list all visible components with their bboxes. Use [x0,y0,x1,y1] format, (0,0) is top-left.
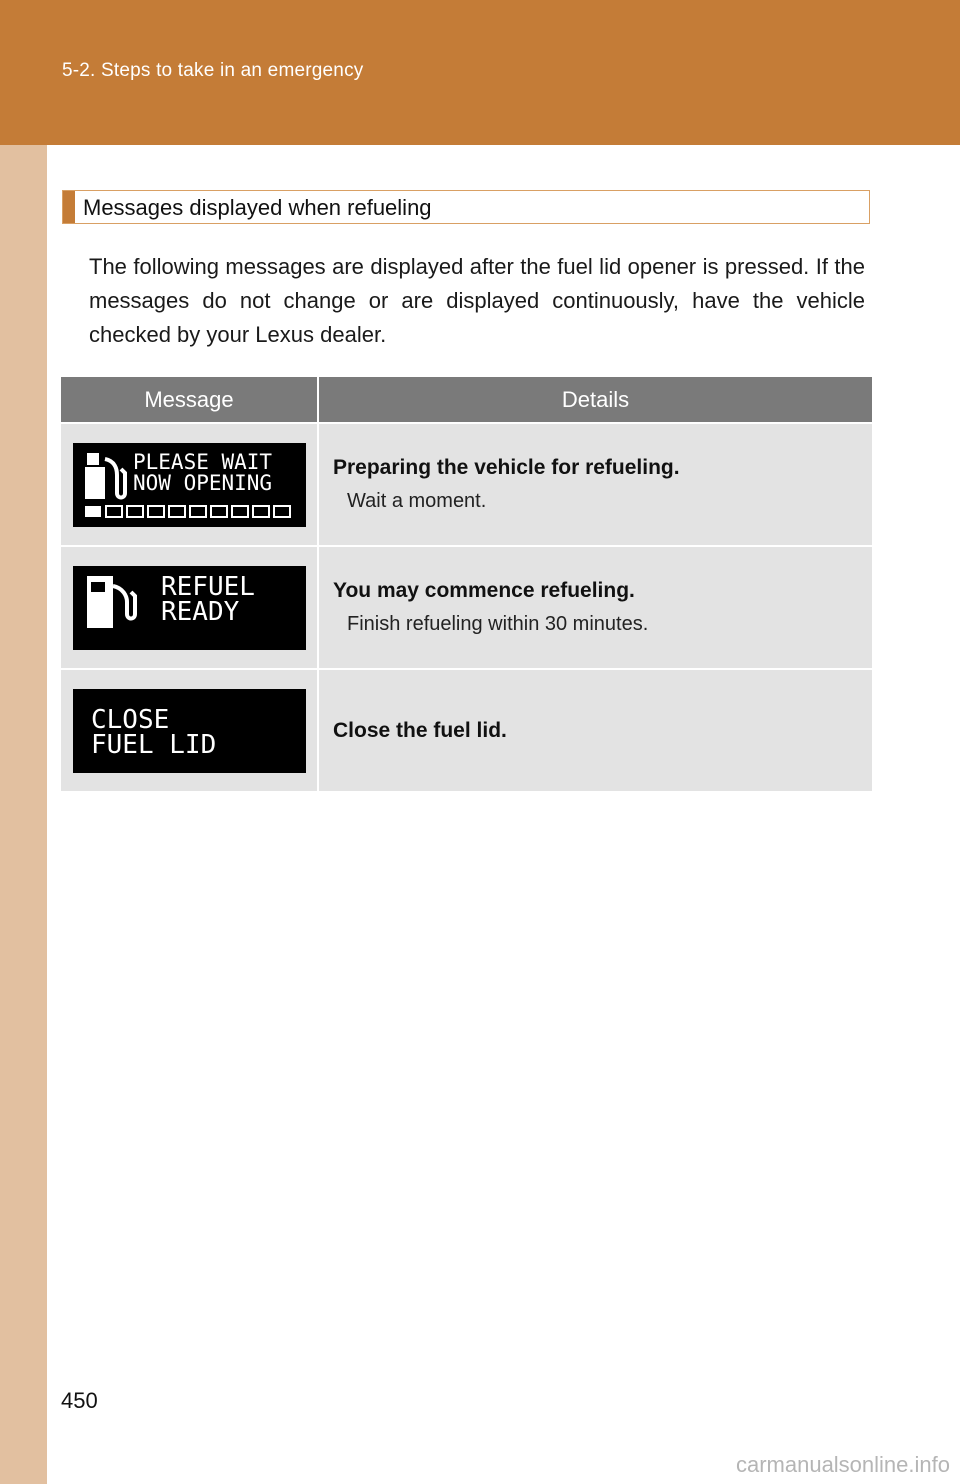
section-breadcrumb: 5-2. Steps to take in an emergency [62,60,364,81]
column-header-details: Details [318,377,872,423]
display-image-refuel-ready [73,566,306,650]
display-line-1: CLOSE [91,704,170,735]
detail-title: Preparing the vehicle for refueling. [333,456,680,479]
messages-table [61,377,872,791]
display-line-2: FUEL LID [91,729,217,760]
section-title: Messages displayed when refueling [83,195,432,220]
display-image-please-wait [73,443,306,527]
intro-paragraph: The following messages are displayed after the fuel lid opener is pressed. If the messages do not change or are displayed continuously, have the vehicle checked by your Lexus dealer. [89,254,865,347]
display-line-2: READY [161,596,240,627]
details-cell [318,669,872,791]
display-image-close-fuel-lid [73,689,306,773]
display-line-2: NOW OPENING [133,470,273,495]
table-row [61,423,872,546]
display-line-1: PLEASE WAIT [133,449,273,474]
table-row [61,669,872,791]
progress-boxes [85,506,290,517]
detail-title: Close the fuel lid. [333,718,507,742]
column-header-message: Message [61,377,318,423]
message-cell [61,669,318,791]
heading-accent-bar [63,191,75,223]
page-header [0,0,960,145]
detail-text: Wait a moment. [347,490,487,512]
section-heading [62,190,870,224]
message-cell [61,546,318,669]
table-header-row [61,377,872,423]
detail-title: You may commence refueling. [333,579,635,602]
page-number: 450 [61,1388,98,1413]
detail-text: Finish refueling within 30 minutes. [347,613,649,635]
details-cell [318,423,872,546]
side-margin-band [0,0,47,1484]
display-line-1: REFUEL [161,571,255,602]
details-cell [318,546,872,669]
message-cell [61,423,318,546]
watermark: carmanualsonline.info [735,1452,950,1477]
table-row [61,546,872,669]
